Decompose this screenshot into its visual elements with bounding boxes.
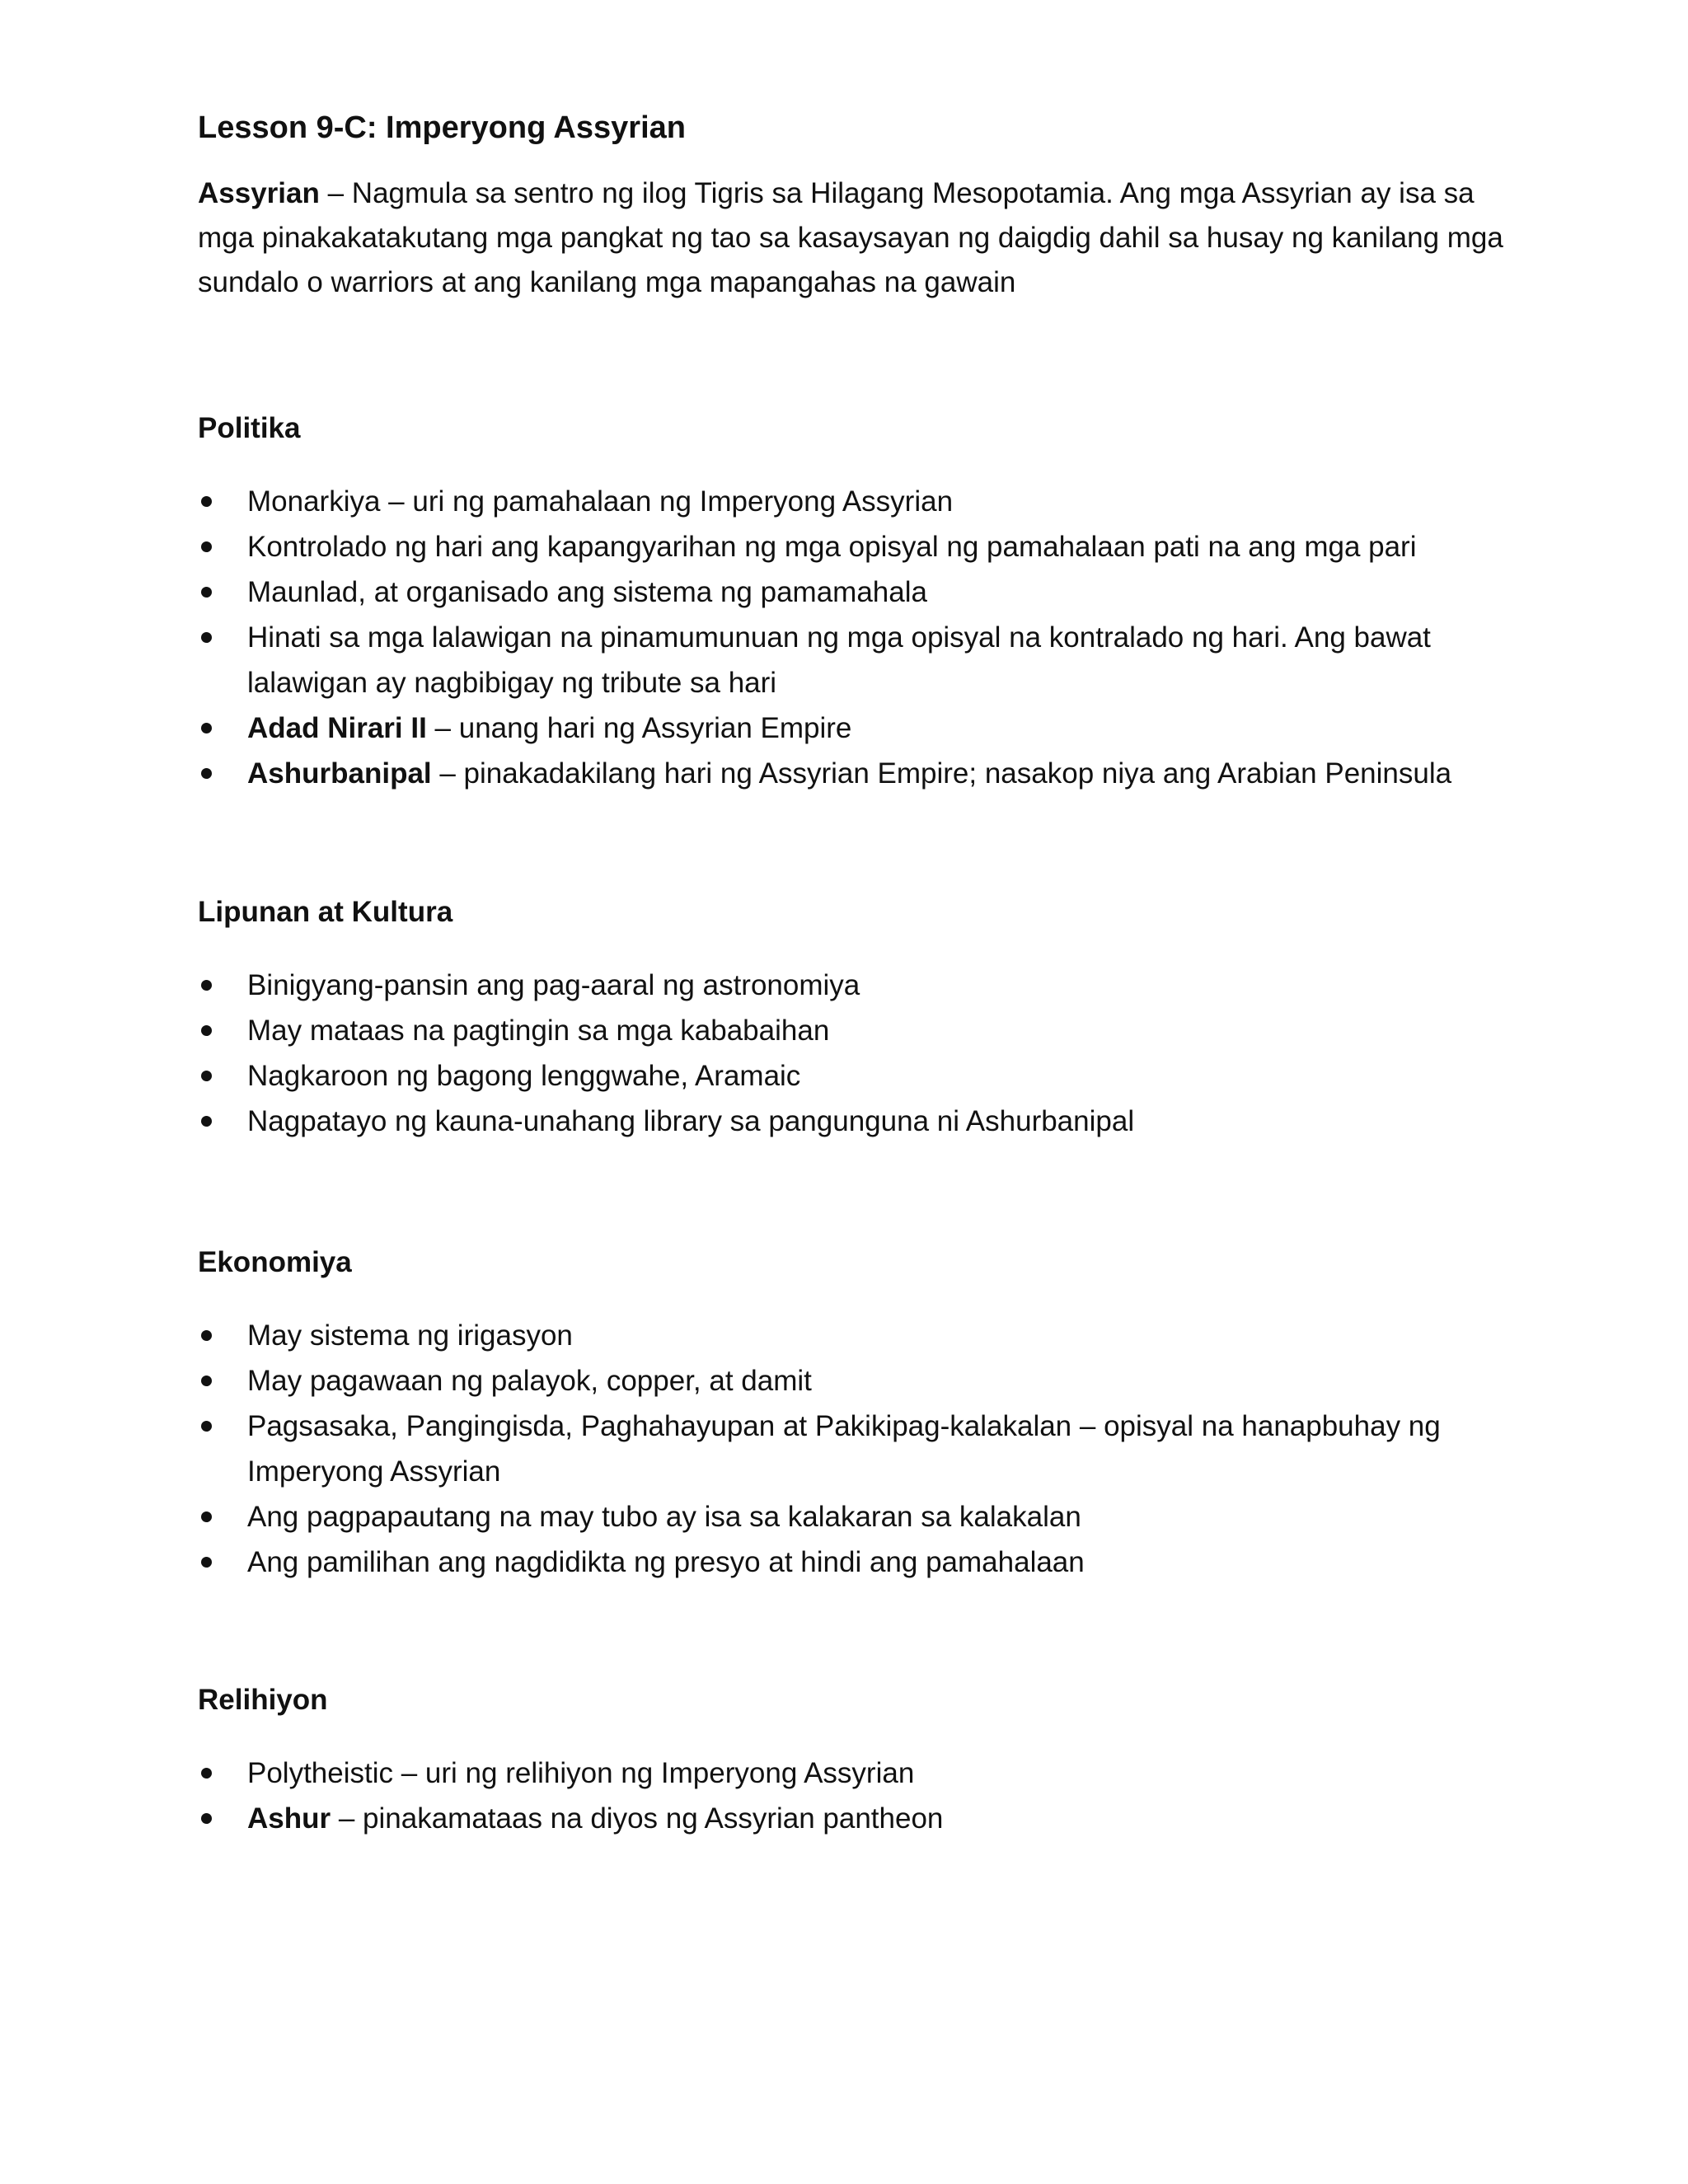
item-text: Nagpatayo ng kauna-unahang library sa pangunguna ni Ashurbanipal bbox=[247, 1105, 1135, 1137]
bullet-icon bbox=[201, 1768, 212, 1779]
list-item bbox=[198, 1540, 1533, 1585]
list-item bbox=[198, 1053, 1533, 1099]
intro-text: – Nagmula sa sentro ng ilog Tigris sa Hilagang Mesopotamia. Ang mga Assyrian ay isa sa mga pinakakatakutang mga pangkat ng tao sa kasaysayan ng daigdig dahil sa husay ng kanilang mga sundalo o warriors at ang kanilang mga mapangahas na gawain bbox=[198, 177, 1503, 298]
section-lipunan-at-kultura bbox=[198, 892, 1533, 1144]
list-item bbox=[198, 1796, 1533, 1841]
list-item bbox=[198, 1750, 1533, 1796]
item-term: Ashurbanipal bbox=[247, 757, 432, 790]
item-text: Nagkaroon ng bagong lenggwahe, Aramaic bbox=[247, 1060, 801, 1092]
bullet-list bbox=[198, 479, 1533, 796]
bullet-icon bbox=[201, 768, 212, 779]
item-text: May sistema ng irigasyon bbox=[247, 1319, 573, 1352]
list-item bbox=[198, 705, 1533, 751]
intro-term: Assyrian bbox=[198, 177, 320, 209]
bullet-icon bbox=[201, 1557, 212, 1568]
bullet-list bbox=[198, 1750, 1533, 1841]
item-text: Polytheistic – uri ng relihiyon ng Imperyong Assyrian bbox=[247, 1757, 915, 1789]
section-relihiyon bbox=[198, 1680, 1533, 1841]
item-text: Ang pamilihan ang nagdidikta ng presyo at hindi ang pamahalaan bbox=[247, 1546, 1085, 1578]
section-title: Lipunan at Kultura bbox=[198, 896, 453, 928]
bullet-icon bbox=[201, 632, 212, 643]
bullet-icon bbox=[201, 1421, 212, 1432]
list-item bbox=[198, 751, 1533, 796]
bullet-icon bbox=[201, 1330, 212, 1341]
bullet-list bbox=[198, 1313, 1533, 1585]
bullet-icon bbox=[201, 1025, 212, 1036]
item-text: May pagawaan ng palayok, copper, at damit bbox=[247, 1365, 812, 1397]
list-item bbox=[198, 615, 1533, 705]
item-term: Ashur bbox=[247, 1802, 331, 1835]
item-text: Maunlad, at organisado ang sistema ng pamamahala bbox=[247, 576, 927, 608]
bullet-list bbox=[198, 963, 1533, 1144]
section-ekonomiya bbox=[198, 1242, 1533, 1585]
section-title: Politika bbox=[198, 412, 301, 444]
list-item bbox=[198, 524, 1533, 569]
list-item bbox=[198, 569, 1533, 615]
list-item bbox=[198, 1313, 1533, 1358]
section-title: Relihiyon bbox=[198, 1684, 328, 1716]
item-text: Pagsasaka, Pangingisda, Paghahayupan at Pakikipag-kalakalan – opisyal na hanapbuhay ng Imperyong Assyrian bbox=[247, 1410, 1441, 1488]
item-text: May mataas na pagtingin sa mga kababaihan bbox=[247, 1015, 830, 1047]
item-text: Binigyang-pansin ang pag-aaral ng astronomiya bbox=[247, 969, 860, 1001]
bullet-icon bbox=[201, 723, 212, 733]
bullet-icon bbox=[201, 587, 212, 598]
item-text: Monarkiya – uri ng pamahalaan ng Imperyong Assyrian bbox=[247, 485, 954, 518]
bullet-icon bbox=[201, 1071, 212, 1081]
list-item bbox=[198, 1494, 1533, 1540]
bullet-icon bbox=[201, 1376, 212, 1386]
bullet-icon bbox=[201, 1813, 212, 1824]
bullet-icon bbox=[201, 980, 212, 991]
list-item bbox=[198, 1358, 1533, 1404]
list-item bbox=[198, 479, 1533, 524]
bullet-icon bbox=[201, 1511, 212, 1522]
intro-paragraph bbox=[198, 171, 1533, 305]
section-title: Ekonomiya bbox=[198, 1246, 352, 1278]
list-item bbox=[198, 1099, 1533, 1144]
section-politika bbox=[198, 408, 1533, 796]
item-text: Hinati sa mga lalawigan na pinamumunuan ng mga opisyal na kontralado ng hari. Ang bawat lalawigan ay nagbibigay ng tribute sa hari bbox=[247, 621, 1431, 699]
document-page bbox=[198, 107, 1533, 1835]
item-text: Ang pagpapautang na may tubo ay isa sa kalakaran sa kalakalan bbox=[247, 1501, 1081, 1533]
item-term: Adad Nirari II bbox=[247, 712, 427, 744]
item-text: – pinakadakilang hari ng Assyrian Empire; nasakop niya ang Arabian Peninsula bbox=[431, 757, 1452, 790]
bullet-icon bbox=[201, 541, 212, 552]
bullet-icon bbox=[201, 496, 212, 507]
item-text: – unang hari ng Assyrian Empire bbox=[426, 712, 852, 744]
bullet-icon bbox=[201, 1116, 212, 1127]
item-text: – pinakamataas na diyos ng Assyrian pantheon bbox=[331, 1802, 944, 1835]
lesson-title: Lesson 9-C: Imperyong Assyrian bbox=[198, 110, 686, 145]
list-item bbox=[198, 1008, 1533, 1053]
item-text: Kontrolado ng hari ang kapangyarihan ng mga opisyal ng pamahalaan pati na ang mga pari bbox=[247, 531, 1417, 563]
list-item bbox=[198, 1404, 1533, 1494]
list-item bbox=[198, 963, 1533, 1008]
